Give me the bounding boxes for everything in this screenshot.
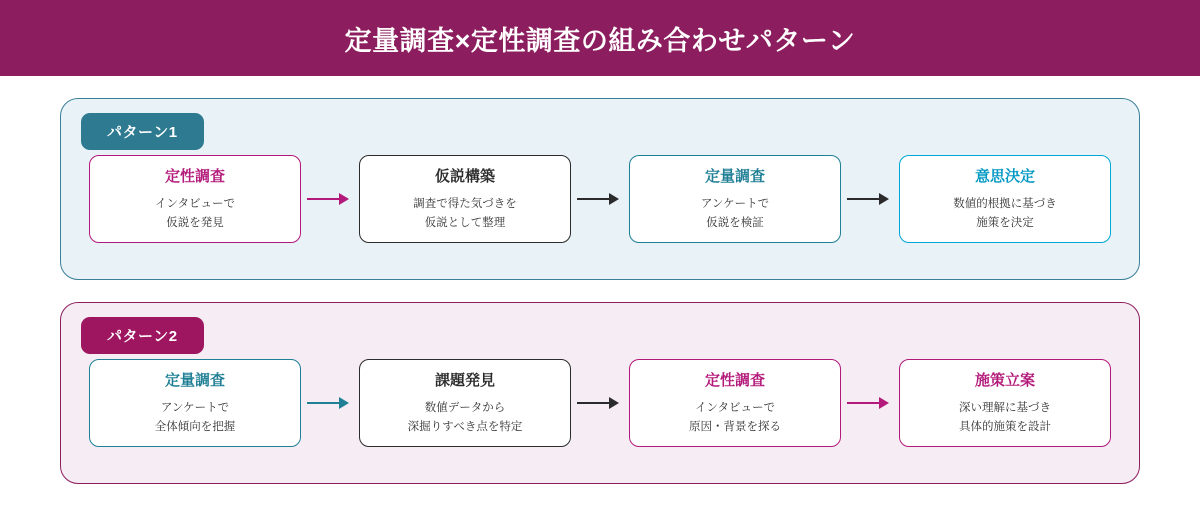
arrow-right-icon [841,394,899,412]
step-title: 施策立案 [974,372,1035,390]
step-card[interactable] [629,359,841,447]
step-card[interactable] [359,359,571,447]
diagram-canvas [0,76,1200,484]
step-line: 深い理解に基づき [959,402,1051,415]
step-description [413,195,517,233]
step-line: 具体的施策を設計 [959,421,1051,433]
step-title: 定性調査 [704,372,765,390]
step-line: インタビューで [154,198,236,211]
step-description [953,195,1057,233]
step-line: 深掘りすべき点を特定 [407,421,523,433]
page-title: 定量調査×定性調査の組み合わせパターン [344,25,856,56]
step-title: 定量調査 [704,168,765,186]
step-line: 仮説として整理 [424,217,506,229]
pattern-block-1 [60,98,1140,280]
step-description [155,195,235,233]
step-line: 原因・背景を探る [689,421,781,433]
step-line: アンケートで [700,198,770,211]
step-description [155,399,236,437]
step-card[interactable] [89,155,301,243]
step-line: インタビューで [694,402,776,415]
pattern-tag-1: パターン1 [81,113,204,150]
step-card[interactable] [899,359,1111,447]
arrow-right-icon [571,190,629,208]
arrow-right-icon [301,190,359,208]
step-card[interactable] [899,155,1111,243]
step-line: 数値的根拠に基づき [953,198,1057,211]
step-line: 仮説を発見 [166,217,224,229]
step-description [701,195,769,233]
step-title: 定性調査 [164,168,225,186]
step-title: 課題発見 [434,372,495,390]
step-line: 全体傾向を把握 [154,421,236,433]
step-line: 数値データから [424,402,506,415]
step-title: 意思決定 [974,168,1035,186]
flow-row-2 [89,359,1111,447]
pattern-tag-2: パターン2 [81,317,204,354]
step-card[interactable] [359,155,571,243]
pattern-block-2 [60,302,1140,484]
page-header [0,0,1200,76]
arrow-right-icon [571,394,629,412]
step-description [408,399,523,437]
step-description [689,399,781,437]
flow-row-1 [89,155,1111,243]
step-title: 定量調査 [164,372,225,390]
step-title: 仮説構築 [434,168,495,186]
step-description [959,399,1051,437]
step-line: 施策を決定 [976,217,1034,229]
arrow-right-icon [841,190,899,208]
step-line: アンケートで [160,402,230,415]
step-line: 調査で得た気づきを [413,198,517,211]
step-line: 仮説を検証 [706,217,764,229]
arrow-right-icon [301,394,359,412]
step-card[interactable] [629,155,841,243]
step-card[interactable] [89,359,301,447]
